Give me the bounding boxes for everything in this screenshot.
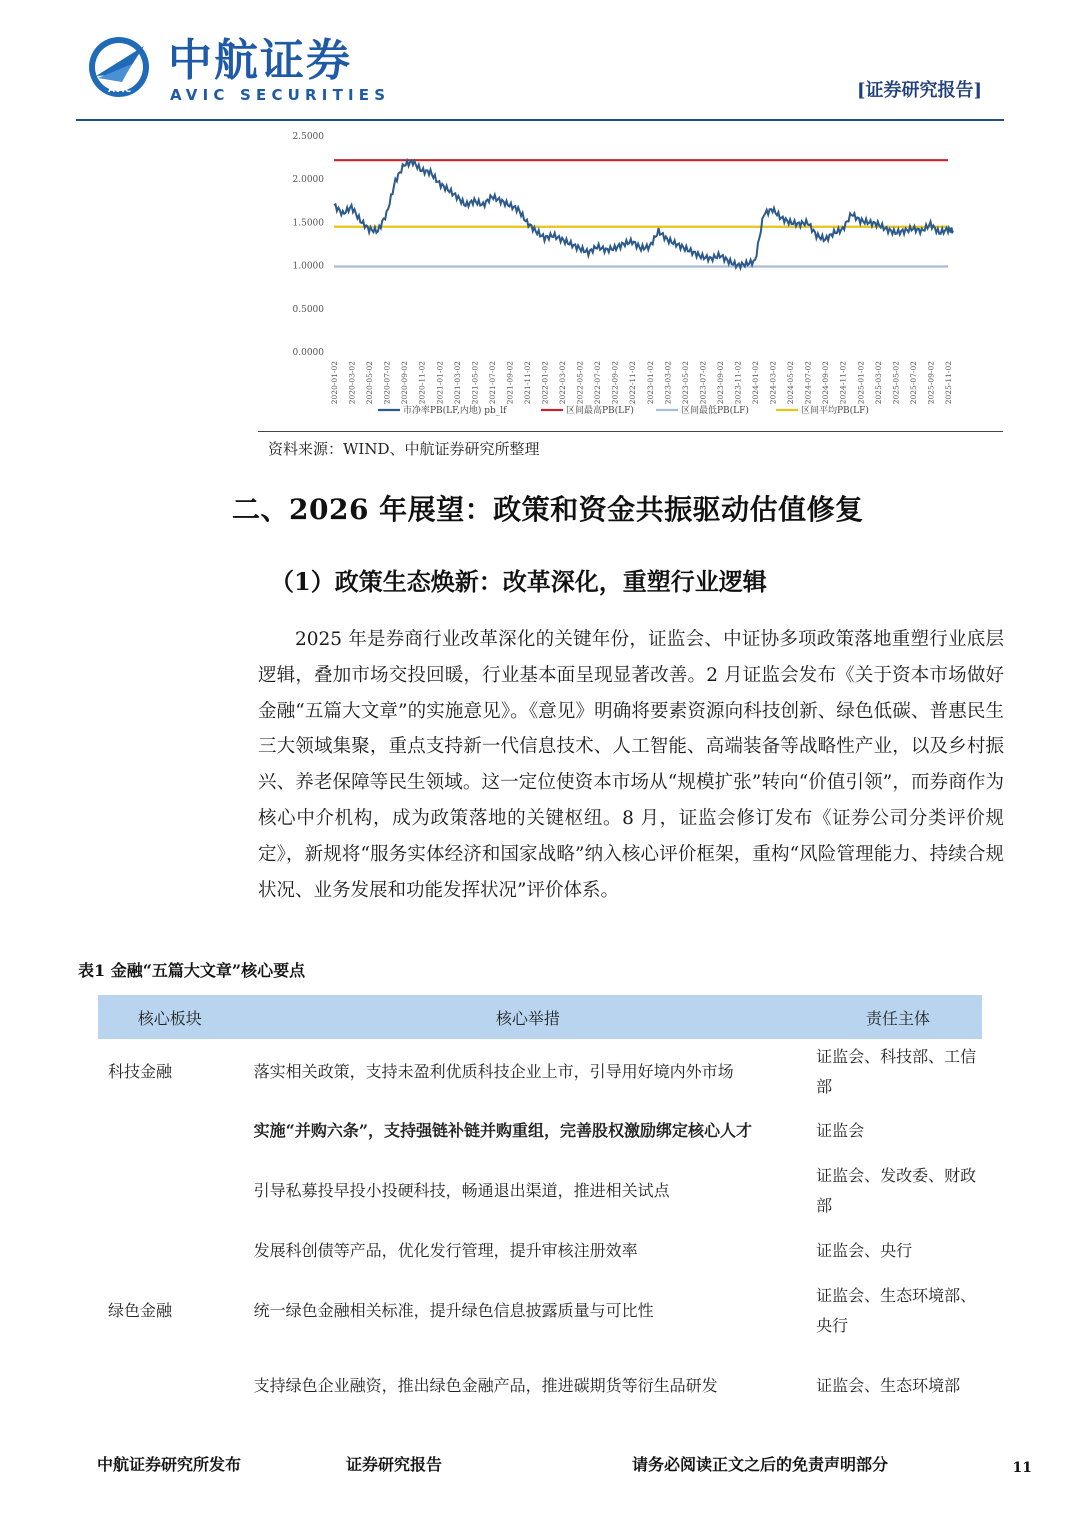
header-measure: 核心举措 [242, 995, 814, 1039]
x-tick-label: 2021-03-02 [452, 361, 462, 405]
y-tick-label: 1.5000 [292, 218, 324, 229]
x-tick-label: 2023-11-02 [733, 361, 743, 405]
x-tick-label: 2022-05-02 [575, 361, 585, 405]
cell-measure: 发展科创债等产品，优化发行管理，提升审核注册效率 [253, 1241, 638, 1260]
footer-disclaimer: 请务必阅读正文之后的免责声明部分 [632, 1455, 889, 1474]
x-tick-label: 2024-05-02 [786, 361, 796, 405]
chart-svg [258, 122, 1003, 430]
x-tick-label: 2020-09-02 [400, 361, 410, 405]
footer-report-type: 证券研究报告 [346, 1455, 443, 1474]
cell-sector: 科技金融 [108, 1062, 173, 1081]
subsection-title: （1）政策生态焕新：改革深化，重塑行业逻辑 [270, 567, 767, 596]
footer-publisher: 中航证券研究所发布 [97, 1455, 242, 1474]
y-tick-label: 0.5000 [292, 304, 324, 315]
x-tick-label: 2023-05-02 [680, 361, 690, 405]
cell-sector [98, 1345, 242, 1427]
cell-measure: 支持绿色企业融资，推出绿色金融产品，推进碳期货等衍生品研发 [253, 1376, 718, 1395]
x-tick-label: 2021-01-02 [435, 361, 445, 405]
pb-line-chart [258, 122, 1003, 430]
table-row [98, 1105, 982, 1157]
brand-name-en: AVIC SECURITIES [170, 86, 391, 104]
x-tick-label: 2021-05-02 [470, 361, 480, 405]
x-tick-label: 2023-09-02 [715, 361, 725, 405]
x-tick-label: 2024-11-02 [838, 361, 848, 405]
legend-label: 区间最高PB(LF) [566, 406, 634, 416]
x-tick-label: 2024-07-02 [803, 361, 813, 405]
x-tick-label: 2025-09-02 [926, 361, 936, 405]
x-tick-label: 2020-01-02 [330, 361, 339, 405]
x-tick-label: 2025-01-02 [856, 361, 866, 405]
x-tick-label: 2022-07-02 [593, 361, 603, 405]
legend-label: 市净率PB(LF,内地) pb_lf [403, 406, 507, 416]
legend-label: 区间平均PB(LF) [801, 406, 869, 416]
cell-owner: 证监会、生态环境部 [816, 1376, 961, 1395]
x-tick-label: 2021-09-02 [505, 361, 515, 405]
report-type-tag: [证券研究报告] [856, 80, 982, 101]
cell-measure: 落实相关政策，支持未盈利优质科技企业上市，引导用好境内外市场 [253, 1062, 734, 1081]
cell-sector [98, 1225, 242, 1277]
table-row [98, 1157, 982, 1225]
x-tick-label: 2025-07-02 [908, 361, 918, 405]
x-tick-label: 2020-07-02 [382, 361, 392, 405]
x-tick-label: 2021-07-02 [487, 361, 497, 405]
body-paragraph: 2025 年是券商行业改革深化的关键年份，证监会、中证协多项政策落地重塑行业底层逻辑，叠加市场交投回暖，行业基本面呈现显著改善。2 月证监会发布《关于资本市场做好金融“五篇大文章”的实施意见》。《意见》明确将要素资源向科技创新、绿色低碳、普惠民生三大领域集聚，重点支持新一代信息技术、人工智能、高端装备等战略性产业，以及乡村振兴、养老保障等民生领域。这一定位使资本市场从“规模扩张”转向“价值引领”，而券商作为核心中介机构，成为政策落地的关键枢纽。8 月，证监会修订发布《证券公司分类评价规定》，新规将“服务实体经济和国家战略”纳入核心评价框架，重构“风险管理能力、持续合规状况、业务发展和功能发挥状况”评价体系。 [258, 629, 1004, 901]
table-header-row [98, 995, 982, 1039]
x-tick-label: 2025-03-02 [873, 361, 883, 405]
section-title: 二、2026 年展望：政策和资金共振驱动估值修复 [232, 493, 864, 526]
x-tick-label: 2022-01-02 [540, 361, 550, 405]
x-tick-label: 2025-11-02 [944, 361, 953, 405]
x-tick-label: 2020-03-02 [347, 361, 357, 405]
y-tick-label: 2.5000 [292, 132, 324, 142]
y-tick-label: 1.0000 [292, 261, 324, 272]
x-tick-label: 2022-11-02 [628, 361, 638, 405]
pb-series-line [334, 161, 953, 268]
cell-measure: 实施“并购六条”，支持强链补链并购重组，完善股权激励绑定核心人才 [253, 1121, 753, 1140]
x-tick-label: 2022-03-02 [558, 361, 568, 405]
core-points-table [98, 995, 982, 1427]
table-row [98, 1345, 982, 1427]
table-row [98, 1039, 982, 1105]
x-tick-label: 2020-11-02 [417, 361, 427, 405]
cell-sector: 绿色金融 [108, 1301, 173, 1320]
x-tick-label: 2021-11-02 [522, 361, 532, 405]
table-row [98, 1277, 982, 1345]
cell-owner: 证监会、央行 [816, 1241, 913, 1260]
cell-owner: 证监会、科技部、工信部 [816, 1047, 977, 1096]
header-sector: 核心板块 [98, 995, 242, 1039]
legend-label: 区间最低PB(LF) [681, 406, 749, 416]
cell-owner: 证监会 [816, 1121, 865, 1140]
x-tick-label: 2023-07-02 [698, 361, 708, 405]
svg-text:AVIC: AVIC [108, 85, 132, 95]
header-owner: 责任主体 [814, 995, 982, 1039]
x-tick-label: 2023-03-02 [663, 361, 673, 405]
table-title: 表1 金融“五篇大文章”核心要点 [78, 961, 306, 980]
x-tick-label: 2023-01-02 [645, 361, 655, 405]
x-tick-label: 2020-05-02 [365, 361, 375, 405]
cell-measure: 统一绿色金融相关标准，提升绿色信息披露质量与可比性 [253, 1301, 654, 1320]
source-note: 资料来源：WIND、中航证券研究所整理 [268, 440, 540, 458]
page-number: 11 [1012, 1460, 1032, 1476]
x-tick-label: 2024-03-02 [768, 361, 778, 405]
x-tick-label: 2022-09-02 [610, 361, 620, 405]
cell-measure: 引导私募投早投小投硬科技，畅通退出渠道，推进相关试点 [253, 1181, 670, 1200]
x-tick-label: 2025-05-02 [891, 361, 901, 405]
cell-sector [98, 1105, 242, 1157]
cell-owner: 证监会、生态环境部、央行 [816, 1286, 977, 1335]
header-divider [76, 119, 1004, 121]
chart-bottom-divider [258, 431, 1003, 432]
y-tick-label: 2.0000 [292, 175, 324, 186]
y-tick-label: 0.0000 [292, 348, 324, 358]
avic-logo [86, 34, 152, 100]
x-tick-label: 2024-01-02 [751, 361, 761, 405]
cell-sector [98, 1157, 242, 1225]
x-tick-label: 2024-09-02 [821, 361, 831, 405]
brand-name-cn: 中航证券 [168, 35, 352, 86]
cell-owner: 证监会、发改委、财政部 [816, 1166, 977, 1215]
table-row [98, 1225, 982, 1277]
